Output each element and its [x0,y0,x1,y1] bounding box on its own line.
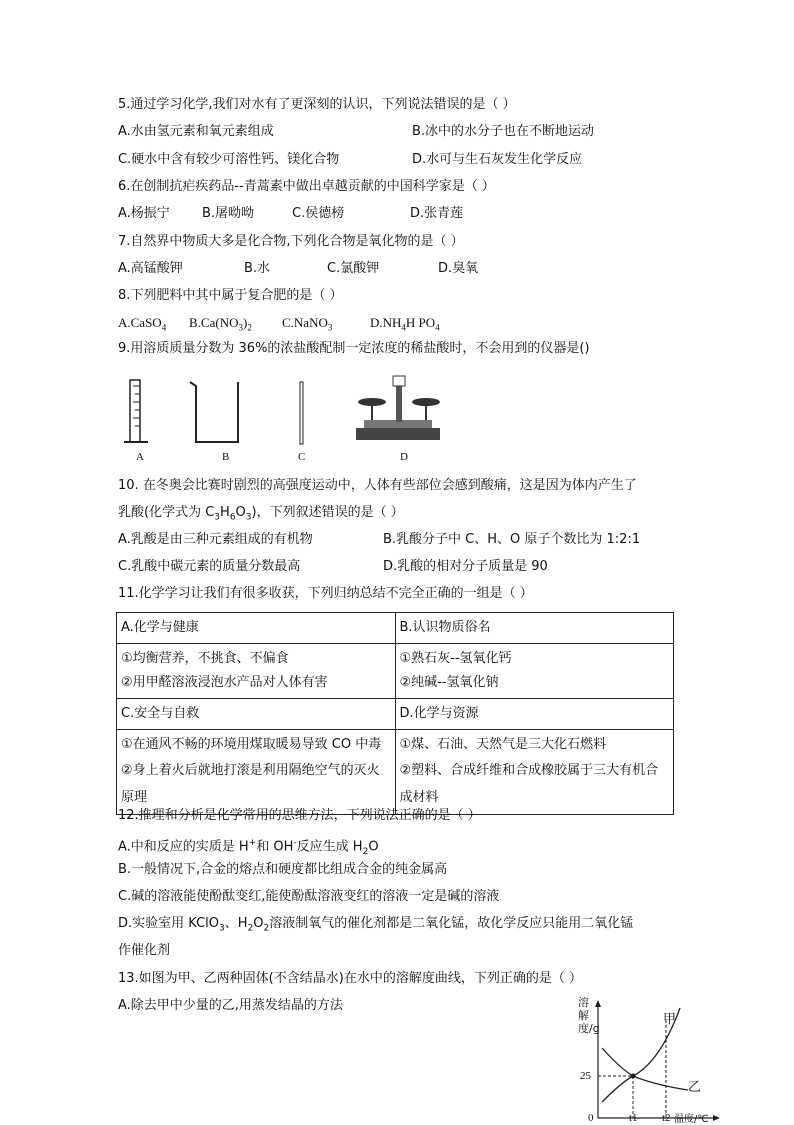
q8-option-d: $D.NH_4H$ $PO_4$ [370,315,440,333]
q8-option-b: $B.Ca(NO_3)_2$ [189,315,252,333]
q12-option-d-line2: 作催化剂 [118,943,171,958]
q11-d-item-1: ①煤、石油、天然气是三大化石燃料 [399,737,607,752]
q11-a-item-1: ①均衡营养，不挑食、不偏食 [121,651,289,666]
q10-stem-line1: 10. 在冬奥会比赛时剧烈的高强度运动中，人体有些部位会感到酸痛，这是因为体内产生了 [118,478,637,493]
q7-option-a: A.高锰酸钾 [118,261,183,276]
q11-c-item-1: ①在通风不畅的环境用煤取暖易导致 CO 中毒 [121,737,382,752]
q5-option-c: C.硬水中含有较少可溶性钙、镁化合物 [118,152,340,167]
graduated-cylinder-icon [124,380,148,442]
q6-option-c: C.侯德榜 [292,206,345,221]
q11-table [116,612,674,815]
q9-label-a: A [136,451,144,463]
q11-b-items [395,644,674,699]
q5-option-b: B.冰中的水分子也在不断地运动 [412,124,595,139]
q11-d-item-2: ②塑料、合成纤维和合成橡胶属于三大有机合成材料 [399,763,659,805]
chart-xlabel: 温度/℃ [674,1114,709,1125]
q7-stem: 7.自然界中物质大多是化合物,下列化合物是氧化物的是（ ） [118,234,464,249]
q9-label-c: C [298,451,306,463]
q11-a-items [117,644,396,699]
q11-b-title: B.认识物质俗名 [395,613,674,644]
q5-option-a: A.水由氢元素和氧元素组成 [118,124,274,139]
series-yi-line [602,1048,688,1090]
q10-option-d: D.乳酸的相对分子质量是 90 [383,559,548,574]
q5-stem: 5.通过学习化学,我们对水有了更深刻的认识，下列说法错误的是（ ） [118,97,516,112]
q9-apparatus-figure [120,372,440,452]
beaker-icon [190,382,238,442]
q10-stem-line2: 乳酸(化学式为 $C_3H_6O_3$)，下列叙述错误的是（ ） [118,505,404,523]
q5-option-d: D.水可与生石灰发生化学反应 [412,152,583,167]
solubility-chart [570,990,794,1123]
q12-option-a: A.中和反应的实质是 H+和 OH-反应生成 $H_2O$ [118,838,379,857]
glass-rod-icon [300,382,303,444]
q11-a-title: A.化学与健康 [117,613,396,644]
q13-stem: 13.如图为甲、乙两种固体(不含结晶水)在水中的溶解度曲线，下列正确的是（ ） [118,971,582,986]
chart-origin: 0 [588,1112,594,1124]
q11-d-title: D.化学与资源 [395,699,674,730]
q6-option-b: B.屠呦呦 [202,206,255,221]
q8-stem: 8.下列肥料中其中属于复合肥的是（ ） [118,288,343,303]
q6-option-a: A.杨振宁 [118,206,170,221]
chart-ylabel: 溶解度/g [578,996,600,1035]
q6-option-d: D.张青莲 [410,206,464,221]
q7-option-c: C.氯酸钾 [327,261,380,276]
x-axis-arrow-icon [713,1115,720,1121]
chart-ytick-25: 25 [580,1070,591,1082]
q11-c-item-2: ②身上着火后就地打滚是利用隔绝空气的灭火原理 [121,763,380,805]
q11-a-item-2: ②用甲醛溶液浸泡水产品对人体有害 [121,675,328,690]
q11-b-item-2: ②纯碱--氢氧化钠 [399,675,499,690]
legend-yi: 乙 [688,1080,702,1095]
q11-c-items [117,730,396,815]
q6-stem: 6.在创制抗疟疾药品--青蒿素中做出卓越贡献的中国科学家是（ ） [118,179,495,194]
q8-option-a: A.CaSO$_4$ [118,315,167,333]
q13-option-a: A.除去甲中少量的乙,用蒸发结晶的方法 [118,998,343,1013]
chart-xtick-t2: t2 [662,1112,671,1124]
q10-option-c: C.乳酸中碳元素的质量分数最高 [118,559,301,574]
q11-d-items [395,730,674,815]
q12-option-c: C.碱的溶液能使酚酞变红,能使酚酞溶液变红的溶液一定是碱的溶液 [118,889,500,904]
q7-option-b: B.水 [244,261,271,276]
q12-option-d: D.实验室用 KClO$_3$、$H_2O_2$溶液制氧气的催化剂都是二氧化锰，故化学反应只能用二氧化锰 [118,916,634,934]
q10-option-b: B.乳酸分子中 C、H、O 原子个数比为 1:2:1 [383,532,641,547]
q11-stem: 11.化学学习让我们有很多收获，下列归纳总结不完全正确的一组是（ ） [118,586,533,601]
q9-label-d: D [400,451,408,463]
q9-label-b: B [222,451,230,463]
balance-icon [356,376,440,440]
q10-option-a: A.乳酸是由三种元素组成的有机物 [118,532,313,547]
chart-xtick-t1: t1 [629,1112,638,1124]
q8-option-c: C.NaNO$_3$ [282,315,333,333]
q9-stem: 9.用溶质质量分数为 36%的浓盐酸配制一定浓度的稀盐酸时，不会用到的仪器是() [118,341,590,356]
q7-option-d: D.臭氧 [438,261,479,276]
legend-jia: 甲 [663,1012,677,1027]
q11-b-item-1: ①熟石灰--氢氧化钙 [399,651,512,666]
y-axis-arrow-icon [595,1000,601,1007]
intersection-point [631,1074,636,1079]
q12-stem: 12.推理和分析是化学常用的思维方法，下列说法正确的是（ ） [118,808,481,823]
q11-c-title: C.安全与自救 [117,699,396,730]
q12-option-b: B.一般情况下,合金的熔点和硬度都比组成合金的纯金属高 [118,862,448,877]
